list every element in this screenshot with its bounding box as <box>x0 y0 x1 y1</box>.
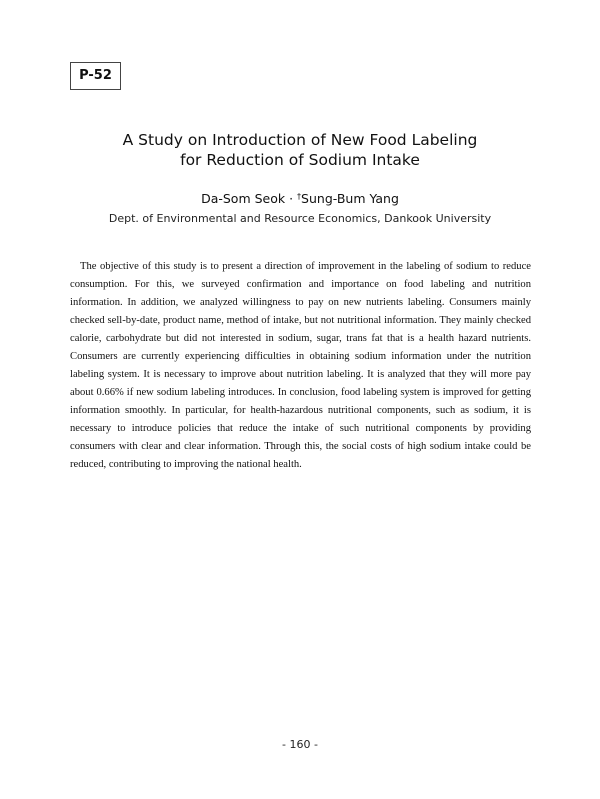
author-second: Sung-Bum Yang <box>301 191 399 206</box>
author-list <box>0 191 600 207</box>
corresponding-author-mark: † <box>297 192 302 201</box>
paper-title <box>0 130 600 170</box>
title-line-1: A Study on Introduction of New Food Labeling <box>122 131 478 149</box>
affiliation: Dept. of Environmental and Resource Economics, Dankook University <box>108 212 492 225</box>
author-separator: · <box>285 191 298 206</box>
abstract-text: The objective of this study is to present a direction of improvement in the labeling of sodium to reduce consumption. For this, we surveyed confirmation and importance on food labeling and nutrition information. In addition, we analyzed willingness to pay on new nutrients labeling. Consumers mainly checked sell-by-date, product name, method of intake, but not nutritional information. They mainly checked calorie, carbohydrate but did not interested in sodium, sugar, trans fat that is a health hazard nutrients. Consumers are currently experiencing difficulties in obtaining sodium information under the nutrition labeling system. It is necessary to improve about nutrition labeling. It is analyzed that they will more pay about 0.66% if new sodium labeling introduces. In conclusion, food labeling system is improved for getting information smoothly. In particular, for health-hazardous nutritional components, such as sodium, it is necessary to introduce policies that reduce the intake of such nutritional components by providing consumers with clear and clear information. Through this, the social costs of high sodium intake could be reduced, contributing to improving the national health. <box>70 261 531 470</box>
poster-id-badge: P-52 <box>70 62 121 90</box>
author-first: Da-Som Seok <box>201 191 286 206</box>
title-line-2: for Reduction of Sodium Intake <box>180 151 420 169</box>
page-number: - 160 - <box>282 738 318 751</box>
